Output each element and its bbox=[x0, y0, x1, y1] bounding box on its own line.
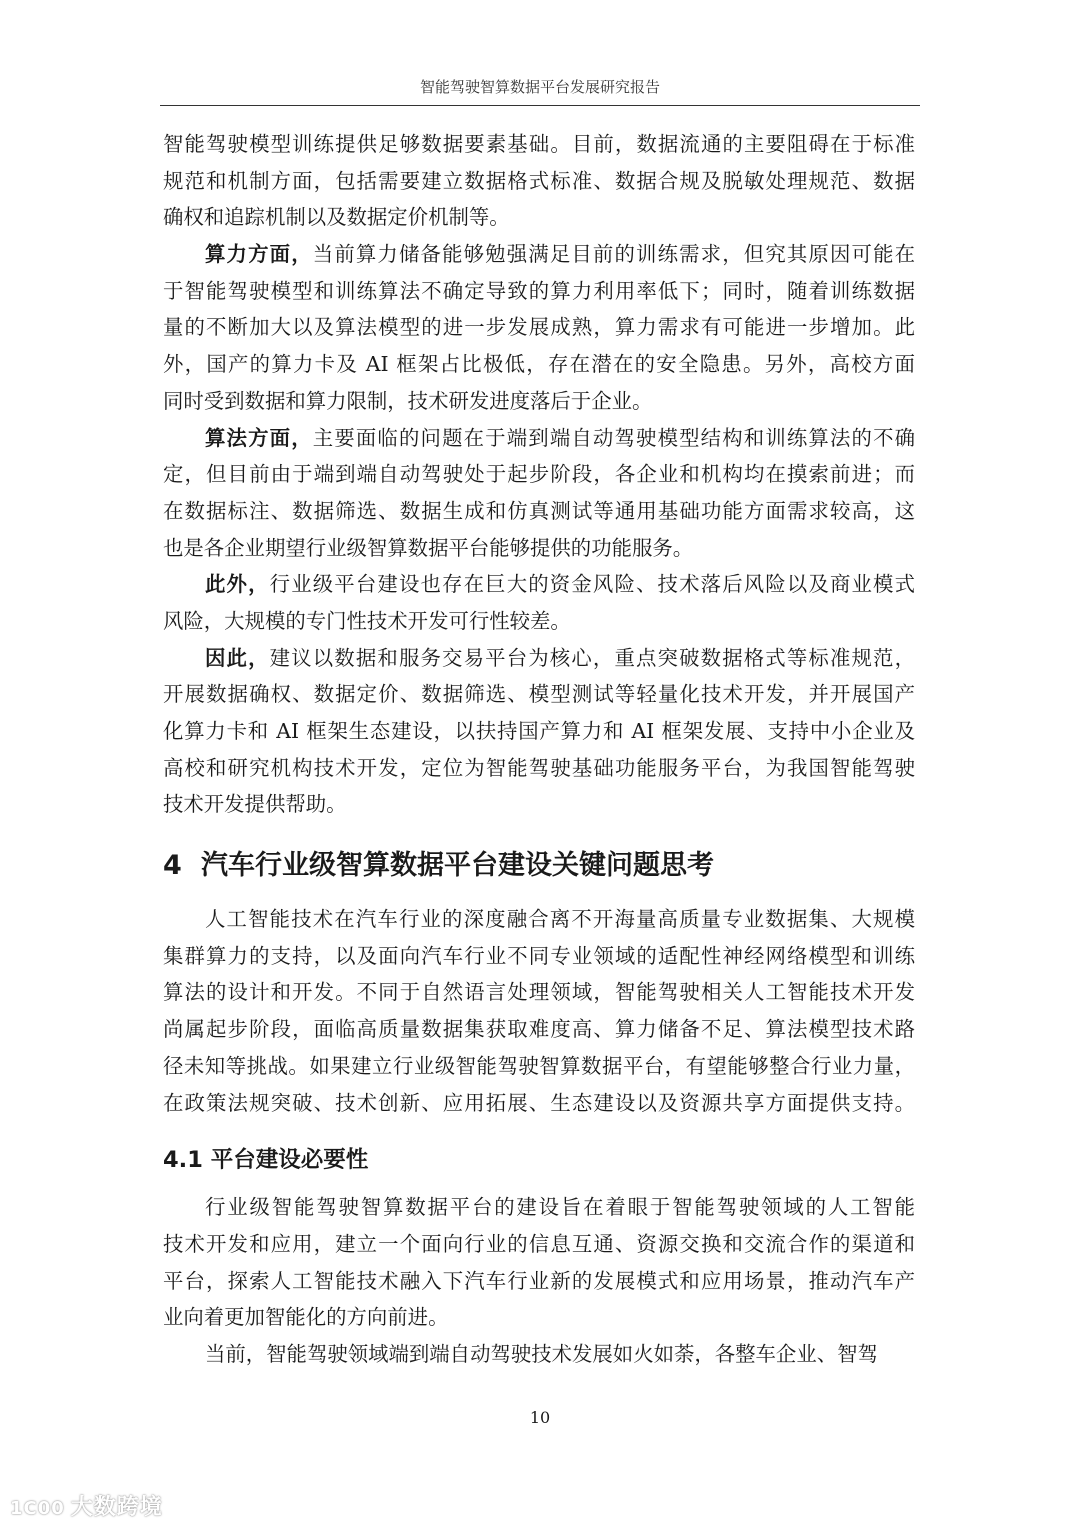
bold-lead: 因此， bbox=[205, 645, 270, 670]
header-rule bbox=[160, 105, 920, 106]
text-line bbox=[163, 163, 915, 200]
line-text: 尚属起步阶段，面临高质量数据集获取难度高、算力储备不足、算法模型技术路 bbox=[163, 1017, 915, 1042]
paragraph bbox=[163, 420, 915, 567]
page-number: 10 bbox=[529, 1408, 551, 1427]
section-number: 4 bbox=[163, 850, 182, 882]
line-text: 于智能驾驶模型和训练算法不确定导致的算力利用率低下；同时，随着训练数据 bbox=[163, 278, 915, 303]
line-text: 算法的设计和开发。不同于自然语言处理领域，智能驾驶相关人工智能技术开发 bbox=[163, 980, 915, 1005]
text-line bbox=[163, 236, 915, 273]
text-line bbox=[163, 1263, 915, 1300]
text-line bbox=[163, 640, 915, 677]
paragraph bbox=[163, 236, 915, 419]
text-line bbox=[163, 603, 915, 640]
line-text: 主要面临的问题在于端到端自动驾驶模型结构和训练算法的不确 bbox=[312, 425, 916, 450]
text-line bbox=[163, 493, 915, 530]
text-line bbox=[163, 974, 915, 1011]
bold-lead: 算法方面， bbox=[205, 425, 313, 450]
text-line bbox=[163, 1189, 915, 1226]
text-line bbox=[163, 309, 915, 346]
text-line bbox=[163, 1085, 915, 1122]
section-heading bbox=[163, 841, 915, 891]
text-line bbox=[163, 566, 915, 603]
watermark-text: 大数跨境 bbox=[70, 1495, 163, 1520]
text-line bbox=[163, 713, 915, 750]
section-title: 汽车行业级智算数据平台建设关键问题思考 bbox=[201, 850, 714, 882]
line-text: 行业级平台建设也存在巨大的资金风险、技术落后风险以及商业模式 bbox=[269, 572, 916, 597]
line-text: 同时受到数据和算力限制，技术研发进度落后于企业。 bbox=[163, 388, 653, 413]
line-text: 高校和研究机构技术开发，定位为智能驾驶基础功能服务平台，为我国智能驾驶 bbox=[163, 755, 915, 780]
paragraph bbox=[163, 566, 915, 639]
document-body bbox=[163, 126, 915, 1373]
line-text: 风险，大规模的专门性技术开发可行性较差。 bbox=[163, 608, 571, 633]
line-text: 径未知等挑战。如果建立行业级智能驾驶智算数据平台，有望能够整合行业力量， bbox=[163, 1053, 915, 1078]
line-text: 技术开发提供帮助。 bbox=[163, 792, 347, 817]
text-line bbox=[163, 1336, 915, 1373]
line-text: 人工智能技术在汽车行业的深度融合离不开海量高质量专业数据集、大规模 bbox=[205, 907, 915, 932]
bold-lead: 此外， bbox=[205, 572, 270, 597]
text-line bbox=[163, 346, 915, 383]
text-line bbox=[163, 383, 915, 420]
text-line bbox=[163, 530, 915, 567]
line-text: 技术开发和应用，建立一个面向行业的信息互通、资源交换和交流合作的渠道和 bbox=[163, 1231, 915, 1256]
text-line bbox=[163, 199, 915, 236]
line-text: 开展数据确权、数据定价、数据筛选、模型测试等轻量化技术开发，并开展国产 bbox=[163, 682, 915, 707]
text-line bbox=[163, 1011, 915, 1048]
line-text: 行业级智能驾驶智算数据平台的建设旨在着眼于智能驾驶领域的人工智能 bbox=[205, 1195, 915, 1220]
line-text: 业向着更加智能化的方向前进。 bbox=[163, 1305, 449, 1330]
line-text: 当前，智能驾驶领域端到端自动驾驶技术发展如火如荼，各整车企业、智驾 bbox=[205, 1341, 878, 1366]
line-text: 规范和机制方面，包括需要建立数据格式标准、数据合规及脱敏处理规范、数据 bbox=[163, 168, 915, 193]
text-line bbox=[163, 1048, 915, 1085]
line-text: 当前算力储备能够勉强满足目前的训练需求，但究其原因可能在 bbox=[312, 242, 916, 267]
text-line bbox=[163, 938, 915, 975]
paragraph bbox=[163, 901, 915, 1121]
line-text: 外，国产的算力卡及 AI 框架占比极低，存在潜在的安全隐患。另外，高校方面 bbox=[163, 352, 915, 377]
text-line bbox=[163, 126, 915, 163]
text-line bbox=[163, 420, 915, 457]
text-line bbox=[163, 273, 915, 310]
text-line bbox=[163, 456, 915, 493]
text-line bbox=[163, 750, 915, 787]
text-line bbox=[163, 901, 915, 938]
paragraph bbox=[163, 640, 915, 823]
text-line bbox=[163, 786, 915, 823]
line-text: 在政策法规突破、技术创新、应用拓展、生态建设以及资源共享方面提供支持。 bbox=[163, 1090, 915, 1115]
line-text: 平台，探索人工智能技术融入下汽车行业新的发展模式和应用场景，推动汽车产 bbox=[163, 1268, 915, 1293]
paragraph bbox=[163, 126, 915, 236]
text-line bbox=[163, 676, 915, 713]
watermark-logo-icon: 1C00 bbox=[10, 1498, 65, 1519]
line-text: 定，但目前由于端到端自动驾驶处于起步阶段，各企业和机构均在摸索前进；而 bbox=[163, 462, 915, 487]
line-text: 建议以数据和服务交易平台为核心，重点突破数据格式等标准规范， bbox=[269, 645, 916, 670]
text-line bbox=[163, 1299, 915, 1336]
line-text: 量的不断加大以及算法模型的进一步发展成熟，算力需求有可能进一步增加。此 bbox=[163, 315, 915, 340]
subsection-heading: 4.1 平台建设必要性 bbox=[163, 1147, 369, 1174]
line-text: 智能驾驶模型训练提供足够数据要素基础。目前，数据流通的主要阻碍在于标准 bbox=[163, 132, 915, 156]
text-line bbox=[163, 1226, 915, 1263]
line-text: 确权和追踪机制以及数据定价机制等。 bbox=[163, 205, 510, 230]
running-header: 智能驾驶智算数据平台发展研究报告 bbox=[419, 78, 660, 96]
line-text: 在数据标注、数据筛选、数据生成和仿真测试等通用基础功能方面需求较高，这 bbox=[163, 498, 915, 523]
bold-lead: 算力方面， bbox=[205, 242, 313, 267]
line-text: 也是各企业期望行业级智算数据平台能够提供的功能服务。 bbox=[163, 535, 694, 560]
watermark bbox=[10, 1490, 163, 1521]
paragraph bbox=[163, 1189, 915, 1336]
paragraph bbox=[163, 1336, 915, 1373]
line-text: 集群算力的支持，以及面向汽车行业不同专业领域的适配性神经网络模型和训练 bbox=[163, 943, 915, 968]
line-text: 化算力卡和 AI 框架生态建设，以扶持国产算力和 AI 框架发展、支持中小企业及 bbox=[163, 719, 915, 743]
